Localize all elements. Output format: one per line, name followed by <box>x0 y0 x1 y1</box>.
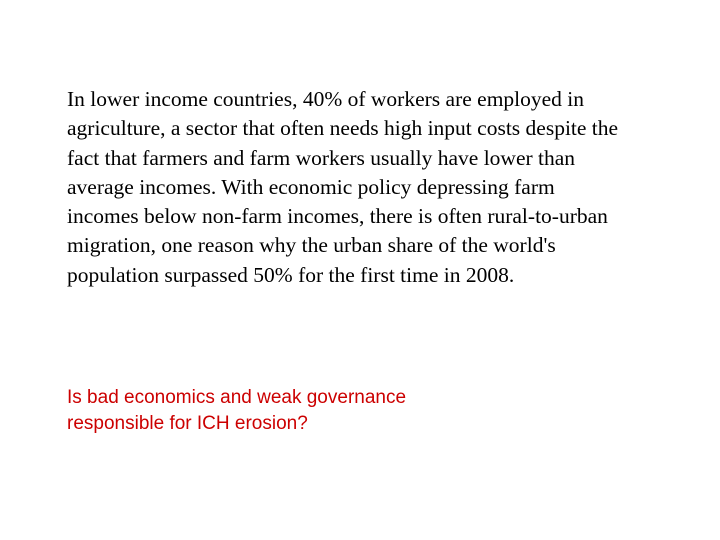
question-text: Is bad economics and weak governance responsible for ICH erosion? <box>67 387 407 434</box>
body-paragraph: In lower income countries, 40% of workers are employed in agriculture, a sector that often needs high input costs despite the fact that farmers and farm workers usually have lower than average incomes. With economic policy depressing farm incomes below non-farm incomes, there is often rural-to-urban migration, one reason why the urban share of the world's population surpassed 50% for the first time in 2008. <box>67 87 619 287</box>
